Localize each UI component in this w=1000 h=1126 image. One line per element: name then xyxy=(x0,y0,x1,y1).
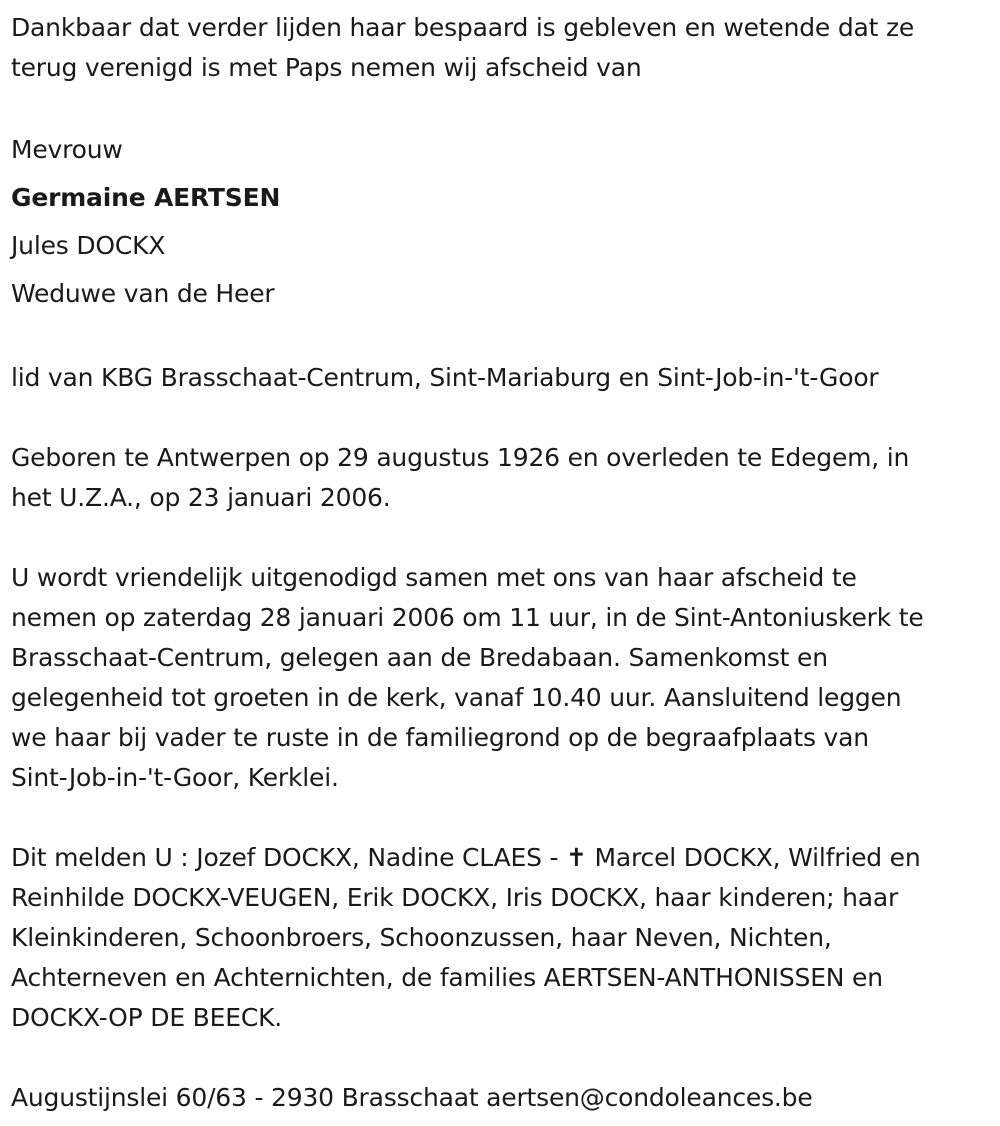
invitation-line: we haar bij vader te ruste in de familiegrond op de begraafplaats van xyxy=(11,723,869,752)
deceased-title: Mevrouw xyxy=(11,135,123,164)
spacer xyxy=(11,1038,992,1078)
membership-line: lid van KBG Brasschaat-Centrum, Sint-Mariaburg en Sint-Job-in-'t-Goor xyxy=(11,363,879,392)
contact-line: Augustijnslei 60/63 - 2930 Brasschaat aertsen@condoleances.be xyxy=(11,1083,813,1112)
intro-paragraph xyxy=(11,8,992,88)
intro-line: terug verenigd is met Paps nemen wij afscheid van xyxy=(11,53,642,82)
announcement-paragraph xyxy=(11,838,992,1038)
widow-status: Weduwe van de Heer xyxy=(11,279,275,308)
invitation-line: Brasschaat-Centrum, gelegen aan de Bredabaan. Samenkomst en xyxy=(11,643,828,672)
invitation-line: nemen op zaterdag 28 januari 2006 om 11 uur, in de Sint-Antoniuskerk te xyxy=(11,603,924,632)
spacer xyxy=(11,398,992,438)
intro-line: Dankbaar dat verder lijden haar bespaard is gebleven en wetende dat ze xyxy=(11,13,915,42)
invitation-line: U wordt vriendelijk uitgenodigd samen met ons van haar afscheid te xyxy=(11,563,857,592)
spacer xyxy=(11,88,992,128)
announcement-line: DOCKX-OP DE BEECK. xyxy=(11,1003,283,1032)
spouse-name: Jules DOCKX xyxy=(11,231,166,260)
birth-death-paragraph xyxy=(11,438,992,518)
contact-paragraph xyxy=(11,1078,992,1118)
invitation-line: Sint-Job-in-'t-Goor, Kerklei. xyxy=(11,763,339,792)
spacer xyxy=(11,518,992,558)
spacer xyxy=(11,798,992,838)
announcement-line: Reinhilde DOCKX-VEUGEN, Erik DOCKX, Iris DOCKX, haar kinderen; haar xyxy=(11,883,899,912)
invitation-line: gelegenheid tot groeten in de kerk, vanaf 10.40 uur. Aansluitend leggen xyxy=(11,683,902,712)
spacer xyxy=(11,318,992,358)
birth-death-line: het U.Z.A., op 23 januari 2006. xyxy=(11,483,391,512)
announcement-line: Achterneven en Achternichten, de families AERTSEN-ANTHONISSEN en xyxy=(11,963,883,992)
birth-death-line: Geboren te Antwerpen op 29 augustus 1926 en overleden te Edegem, in xyxy=(11,443,910,472)
invitation-paragraph xyxy=(11,558,992,798)
membership-paragraph xyxy=(11,358,992,398)
announcement-line: Dit melden U : Jozef DOCKX, Nadine CLAES - ✝ Marcel DOCKX, Wilfried en xyxy=(11,843,921,872)
deceased-name: Germaine AERTSEN xyxy=(11,183,281,212)
announcement-line: Kleinkinderen, Schoonbroers, Schoonzussen, haar Neven, Nichten, xyxy=(11,923,832,952)
deceased-block xyxy=(11,126,992,318)
